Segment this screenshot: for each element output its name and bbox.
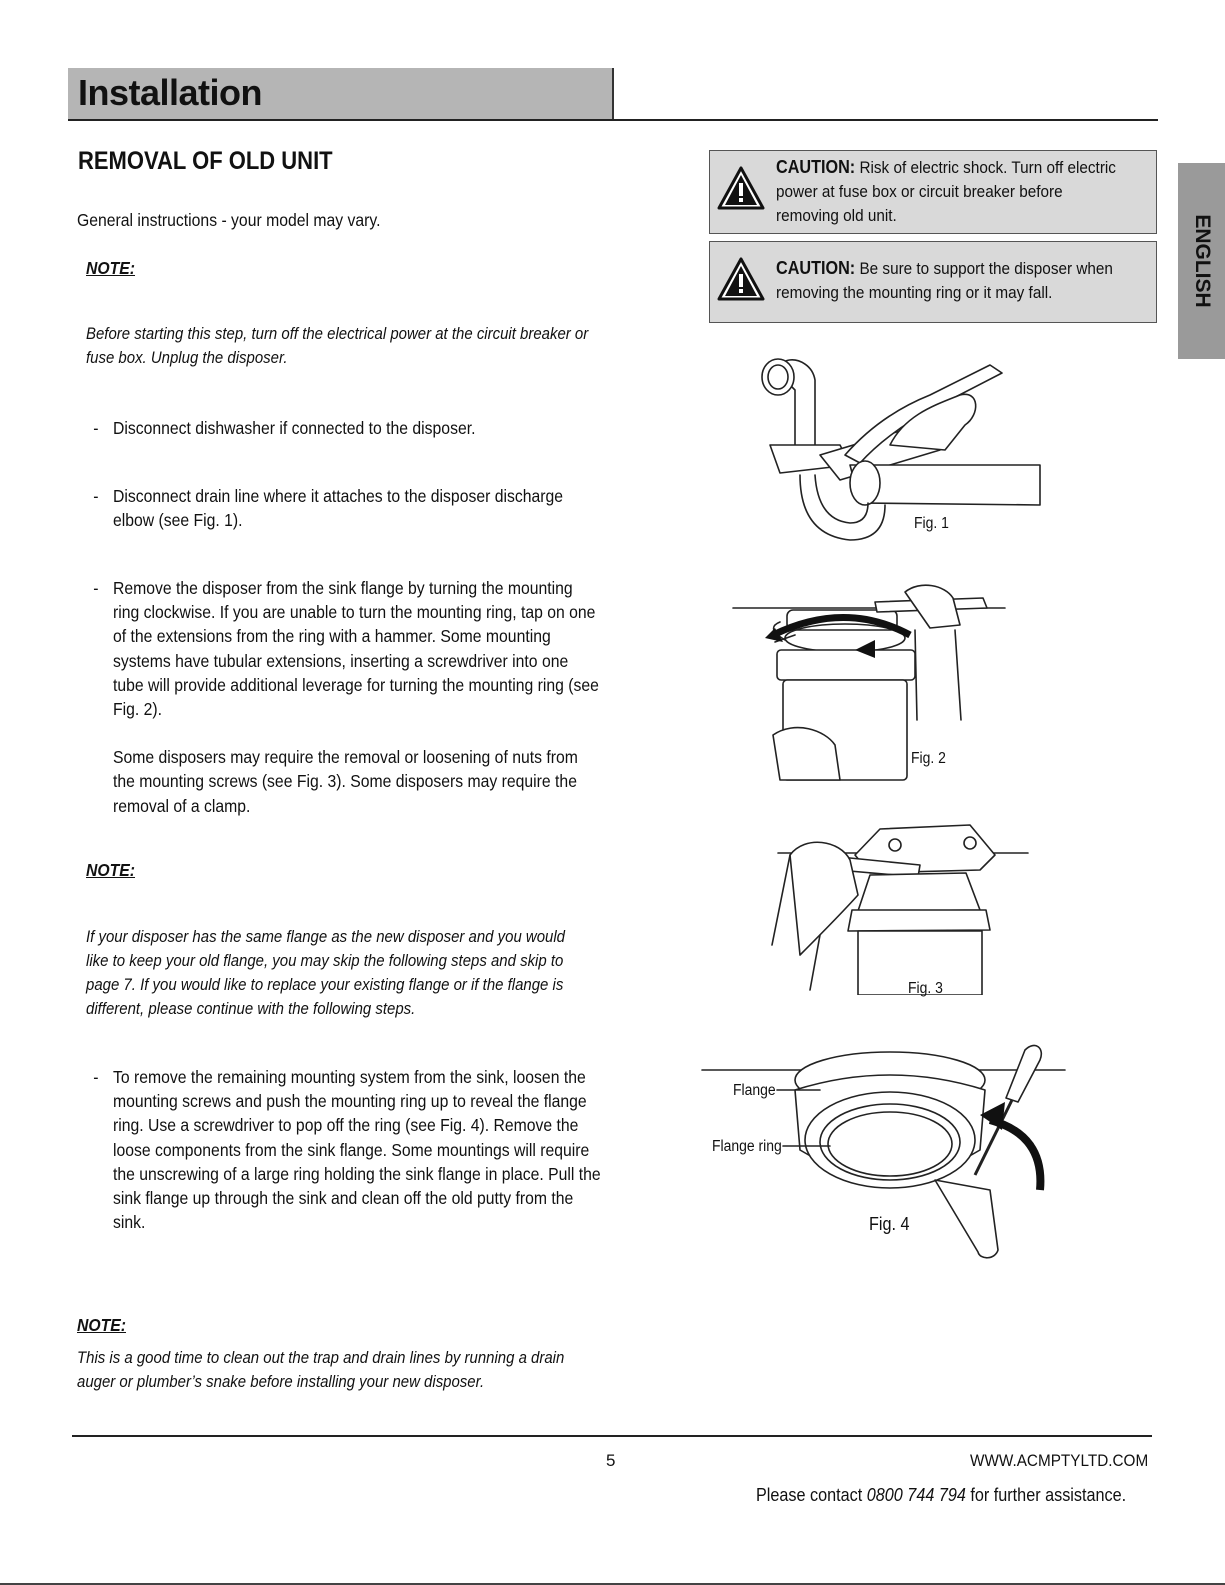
language-tab [1178, 163, 1225, 359]
general-instructions: General instructions - your model may vary. [77, 210, 381, 230]
page-number: 5 [606, 1451, 616, 1470]
contact-prefix: Please contact [756, 1485, 867, 1505]
note-label-2: NOTE: [86, 860, 136, 880]
step-1 [93, 416, 617, 440]
step-text: Disconnect drain line where it attaches to the disposer discharge elbow (see Fig. 1). [113, 486, 563, 531]
fig3-label: Fig. 3 [908, 980, 943, 997]
step-3 [93, 576, 599, 818]
fig4-label: Fig. 4 [869, 1214, 910, 1234]
caution-label: CAUTION: [776, 258, 856, 278]
note-text-2: If your disposer has the same flange as the new disposer and you would like to keep your old flange, you may skip the following steps and skip to page 7. If you would like to replace your existing flange or if the flange is different, please continue with the following steps. [86, 927, 566, 1018]
note-text-3: This is a good time to clean out the trap and drain lines by running a drain auger or plumber’s snake before installing your new disposer. [77, 1348, 565, 1391]
footer-rule [72, 1435, 1152, 1437]
step-text: Remove the disposer from the sink flange by turning the mounting ring clockwise. If you are unable to turn the mounting ring, tap on one of the extensions from the ring with a hammer. Some mounting systems have tubular extensions, inserting a screwdriver into one tube will provide additional leverage for turning the mounting ring (see Fig. 2). [113, 578, 599, 720]
step-4 [93, 1065, 608, 1234]
note-label-1: NOTE: [86, 258, 136, 278]
step-2 [93, 484, 581, 532]
step-text: To remove the remaining mounting system from the sink, loosen the mounting screws and push the mounting ring up to reveal the flange ring. Use a screwdriver to pop off the ring (see Fig. 4). Remove the loose components from the sink flange. Some mountings will require the unscrewing of a large ring holding the sink flange in place. Pull the sink flange up through the sink and clean off the old putty from the sink. [113, 1067, 601, 1233]
warning-triangle-icon [716, 165, 766, 211]
contact-suffix: for further assistance. [965, 1485, 1127, 1505]
header-rule [68, 119, 1158, 121]
step-text-continued: Some disposers may require the removal or loosening of nuts from the mounting screws (see Fig. 3). Some disposers may require the removal of a clamp. [113, 747, 578, 816]
section-title: REMOVAL OF OLD UNIT [78, 147, 333, 175]
warning-triangle-icon [716, 256, 766, 302]
fig1-label: Fig. 1 [914, 515, 949, 532]
caution-message: Be sure to support the disposer when removing the mounting ring or it may fall. [776, 259, 1113, 302]
website-link[interactable]: WWW.ACMPTYLTD.COM [970, 1451, 1149, 1470]
step-dash: - [93, 578, 99, 598]
caution-text-1 [776, 155, 1118, 228]
note-text-1: Before starting this step, turn off the electrical power at the circuit breaker or fuse box. Unplug the disposer. [86, 324, 589, 367]
contact-phone[interactable]: 0800 744 794 [866, 1485, 966, 1505]
language-tab-label: ENGLISH [1190, 214, 1214, 308]
caution-box-2 [709, 241, 1157, 323]
caution-label: CAUTION: [776, 157, 856, 177]
step-dash: - [93, 486, 99, 506]
step-dash: - [93, 1067, 99, 1087]
step-text: Disconnect dishwasher if connected to the disposer. [113, 418, 476, 438]
fig4-flange-label: Flange [733, 1082, 776, 1099]
caution-box-1 [709, 150, 1157, 234]
caution-text-2 [776, 256, 1118, 305]
fig1-illustration [740, 355, 1060, 550]
fig4-flange-ring-label: Flange ring [712, 1138, 782, 1155]
fig2-illustration [725, 580, 1015, 785]
fig3-illustration [770, 815, 1040, 995]
fig2-label: Fig. 2 [911, 750, 946, 767]
step-dash: - [93, 418, 99, 438]
caution-message: Risk of electric shock. Turn off electric power at fuse box or circuit breaker before removing old unit. [776, 158, 1116, 225]
note-label-3: NOTE: [77, 1315, 127, 1335]
contact-line [756, 1485, 1126, 1506]
page-title: Installation [78, 72, 263, 113]
